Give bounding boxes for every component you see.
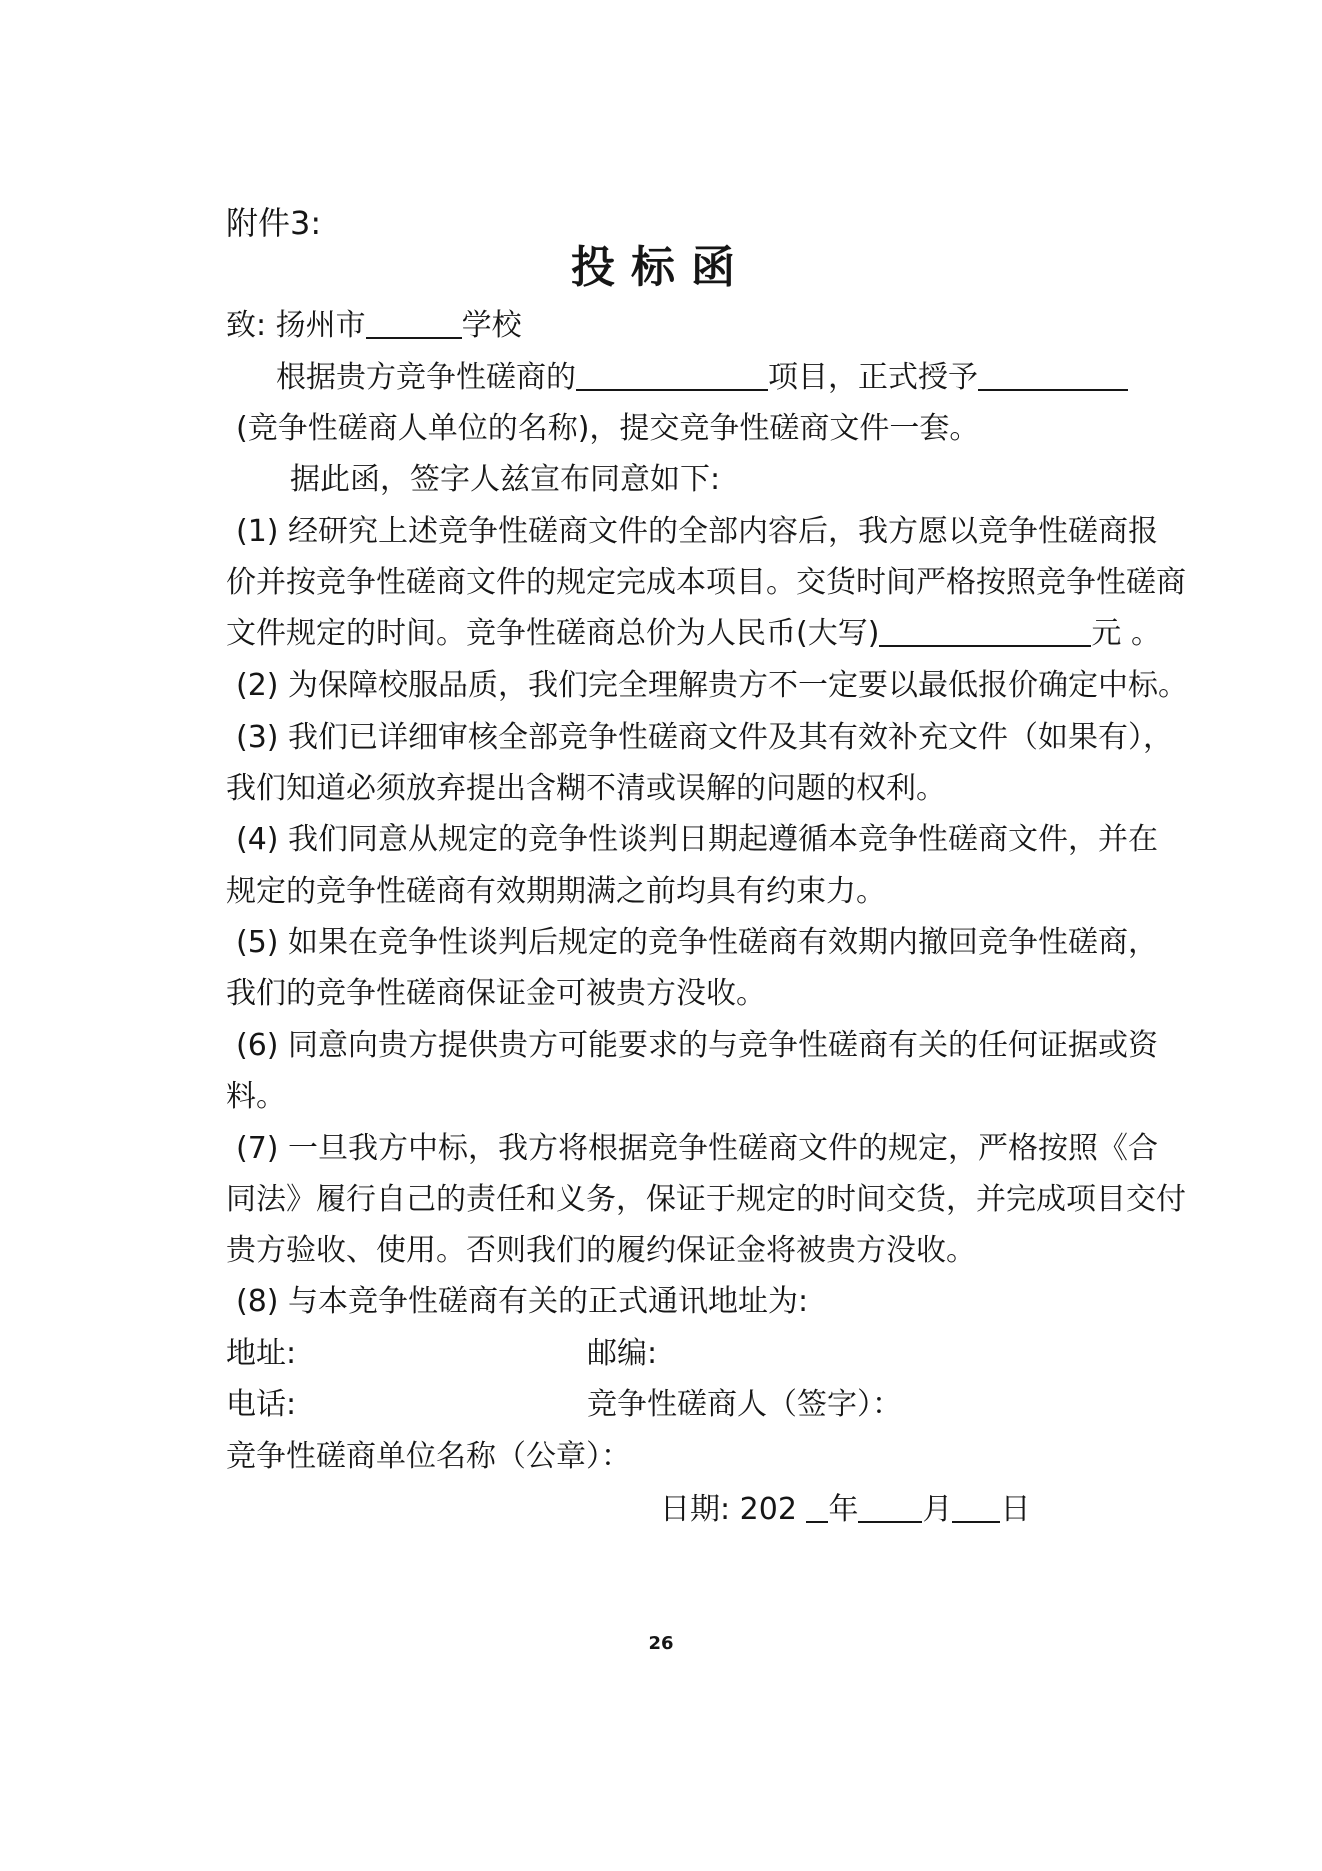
intro-line-1	[276, 358, 1128, 398]
item-6-line-2: 料。	[226, 1079, 286, 1114]
school-name-blank[interactable]	[366, 309, 462, 339]
postcode-label: 邮编:	[587, 1336, 658, 1371]
month-label: 月	[922, 1492, 953, 1527]
phone-label: 电话:	[226, 1387, 297, 1422]
salutation-suffix: 学校	[461, 308, 522, 343]
date-prefix: 日期: 202	[660, 1492, 797, 1527]
item-4-line-2: 规定的竞争性磋商有效期期满之前均具有约束力。	[226, 874, 886, 909]
item-1-line-2: 价并按竞争性磋商文件的规定完成本项目。交货时间严格按照竞争性磋商	[226, 565, 1186, 600]
authorized-name-blank[interactable]	[978, 361, 1128, 391]
day-blank[interactable]	[952, 1493, 1000, 1523]
intro-text-2: 项目，正式授予	[768, 360, 978, 395]
item-7-line-2: 同法》履行自己的责任和义务，保证于规定的时间交货，并完成项目交付	[226, 1182, 1186, 1217]
day-label: 日	[1000, 1492, 1031, 1527]
declaration: 据此函，签字人兹宣布同意如下:	[290, 462, 721, 497]
project-name-blank[interactable]	[576, 361, 768, 391]
signer-label: 竞争性磋商人（签字）：	[587, 1387, 902, 1422]
item-1-line-3-text: 文件规定的时间。竞争性磋商总价为人民币(大写)	[226, 616, 880, 651]
item-3-line-2: 我们知道必须放弃提出含糊不清或误解的问题的权利。	[226, 771, 946, 806]
item-8-line-1: (8) 与本竞争性磋商有关的正式通讯地址为:	[236, 1284, 809, 1319]
item-7-line-1: (7) 一旦我方中标，我方将根据竞争性磋商文件的规定，严格按照《合	[236, 1131, 1159, 1166]
item-1-line-3-unit: 元 。	[1091, 616, 1161, 651]
year-blank[interactable]	[806, 1493, 828, 1523]
salutation	[226, 306, 522, 346]
attachment-label: 附件3:	[226, 204, 322, 242]
item-5-line-1: (5) 如果在竞争性谈判后规定的竞争性磋商有效期内撤回竞争性磋商，	[236, 925, 1159, 960]
item-5-line-2: 我们的竞争性磋商保证金可被贵方没收。	[226, 976, 766, 1011]
intro-line-2: (竞争性磋商人单位的名称)，提交竞争性磋商文件一套。	[236, 411, 980, 446]
document-title: 投标函	[571, 242, 751, 293]
date-line	[660, 1490, 1030, 1530]
item-2-line-1: (2) 为保障校服品质，我们完全理解贵方不一定要以最低报价确定中标。	[236, 668, 1189, 703]
item-3-line-1: (3) 我们已详细审核全部竞争性磋商文件及其有效补充文件（如果有），	[236, 720, 1174, 755]
intro-text-1: 根据贵方竞争性磋商的	[276, 360, 576, 395]
item-1-line-1: (1) 经研究上述竞争性磋商文件的全部内容后，我方愿以竞争性磋商报	[236, 514, 1159, 549]
month-blank[interactable]	[858, 1493, 922, 1523]
unit-name-label: 竞争性磋商单位名称（公章）：	[226, 1439, 631, 1474]
item-4-line-1: (4) 我们同意从规定的竞争性谈判日期起遵循本竞争性磋商文件，并在	[236, 822, 1159, 857]
page-number: 26	[648, 1633, 674, 1654]
item-6-line-1: (6) 同意向贵方提供贵方可能要求的与竞争性磋商有关的任何证据或资	[236, 1028, 1159, 1063]
item-7-line-3: 贵方验收、使用。否则我们的履约保证金将被贵方没收。	[226, 1233, 976, 1268]
total-price-blank[interactable]	[879, 617, 1091, 647]
salutation-prefix: 致: 扬州市	[226, 308, 366, 343]
year-label: 年	[828, 1492, 859, 1527]
address-label: 地址:	[226, 1336, 297, 1371]
item-1-line-3	[226, 614, 1161, 654]
